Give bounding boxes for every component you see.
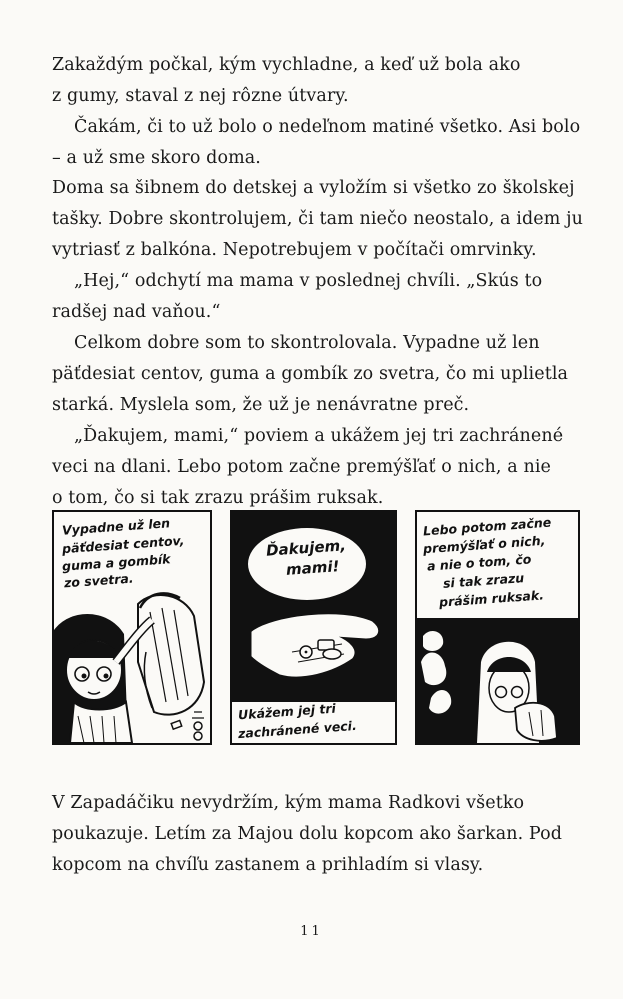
text-line: o tom, čo si tak zrazu prášim ruksak. (52, 488, 384, 508)
text-line: „Hej,“ odchytí ma mama v poslednej chvíli. „Skús to (74, 271, 543, 291)
text-block-bottom (52, 788, 580, 881)
comic-strip (52, 510, 580, 747)
text-line: – a už sme skoro doma. (52, 148, 261, 168)
panel1-caption-line: päťdesiat centov, (61, 532, 185, 557)
text-block-middle (52, 173, 583, 514)
speech-bubble-text: mami! (285, 557, 340, 579)
panel3-caption-line: prášim ruksak. (438, 587, 545, 610)
text-line: Čakám, či to už bolo o nedeľnom matiné všetko. Asi bolo (74, 117, 581, 137)
text-line: z gumy, staval z nej rôzne útvary. (52, 86, 349, 106)
text-line: Doma sa šibnem do detskej a vyložím si všetko zo školskej (52, 178, 575, 198)
panel2-caption-line: Ukážem jej tri (237, 700, 337, 723)
comic-panel-3 (415, 510, 580, 745)
panel1-caption-line: guma a gombík (61, 551, 171, 574)
text-line: radšej nad vaňou.“ (52, 302, 221, 322)
comic-panel-1 (52, 510, 212, 745)
text-line: „Ďakujem, mami,“ poviem a ukážem jej tri zachránené (74, 426, 564, 446)
panel2-caption-line: zachránené veci. (237, 717, 358, 742)
speech-bubble-text: Ďakujem, (265, 536, 347, 560)
text-line: päťdesiat centov, guma a gombík zo svetra, čo mi uplietla (52, 364, 569, 384)
page-number: 11 (300, 924, 323, 939)
comic-panel-2 (230, 510, 397, 745)
panel1-caption-line: Vypadne už len (61, 515, 171, 538)
text-line: tašky. Dobre skontrolujem, či tam niečo neostalo, a idem ju (52, 209, 583, 229)
text-line: kopcom na chvíľu zastanem a prihladím si vlasy. (52, 855, 484, 875)
panel3-caption-line: a nie o tom, čo (426, 551, 532, 574)
text-line: poukazuje. Letím za Majou dolu kopcom ako šarkan. Pod (52, 824, 563, 844)
text-line: starká. Myslela som, že už je nenávratne preč. (52, 395, 470, 415)
text-line: V Zapadáčiku nevydržím, kým mama Radkovi všetko (52, 793, 525, 813)
panel1-caption-line: zo svetra. (63, 570, 135, 591)
text-line: Zakaždým počkal, kým vychladne, a keď už bola ako (52, 55, 521, 75)
text-line: vytriasť z balkóna. Nepotrebujem v počítači omrvinky. (52, 240, 537, 260)
text-line: veci na dlani. Lebo potom začne premýšľať o nich, a nie (52, 457, 551, 477)
panel3-caption-line: si tak zrazu (442, 570, 525, 591)
panel3-caption-line: premýšľať o nich, (422, 532, 546, 557)
panel3-caption-line: Lebo potom začne (422, 514, 552, 539)
text-line: Celkom dobre som to skontrolovala. Vypadne už len (74, 333, 540, 353)
text-block-top (52, 50, 580, 174)
